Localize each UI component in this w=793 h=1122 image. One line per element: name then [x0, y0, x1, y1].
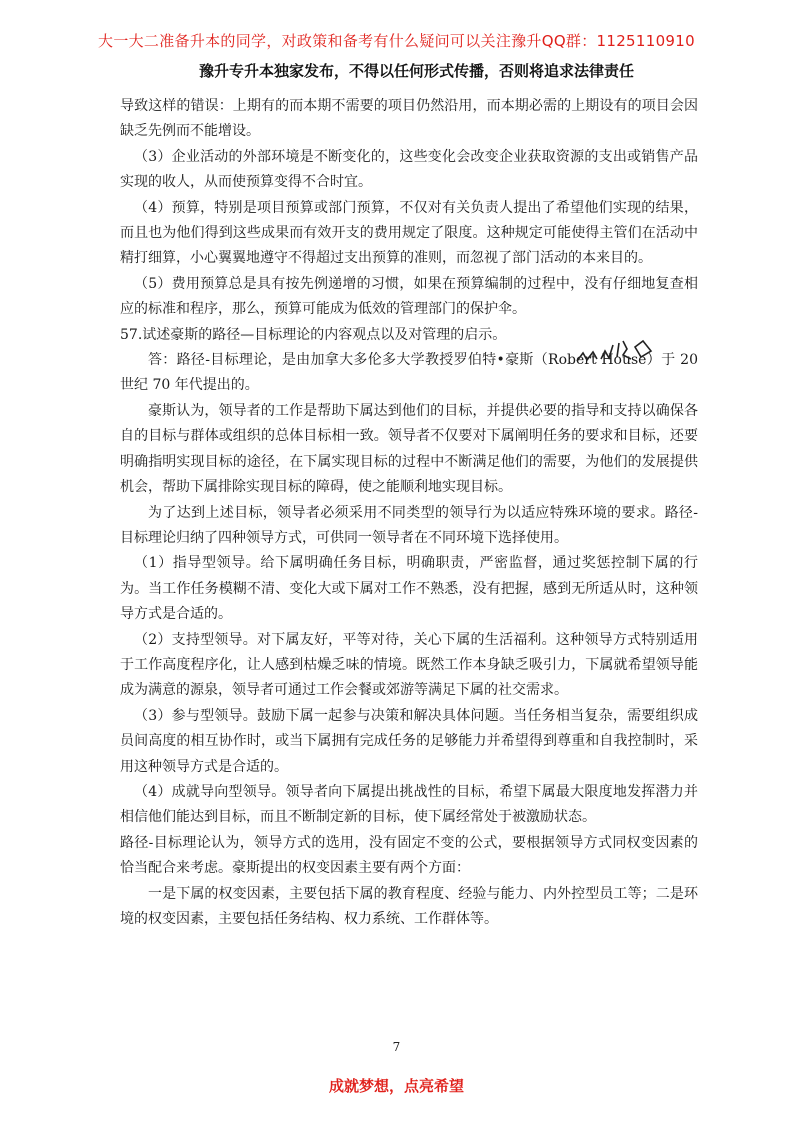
question-57: 57.试述豪斯的路径—目标理论的内容观点以及对管理的启示。 [120, 326, 507, 343]
header-copyright: 豫升专升本独家发布，不得以任何形式传播，否则将追求法律责任 [198, 62, 634, 80]
footer-slogan: 成就梦想，点亮希望 [328, 1077, 464, 1095]
paragraph-continuation: 导致这样的错误：上期有的而本期不需要的项目仍然沿用，而本期必需的上期设有的项目会因缺乏先例而不能增设。 [120, 98, 698, 140]
paragraph-participative: （3）参与型领导。鼓励下属一起参与决策和解决具体问题。当任务相当复杂，需要组织成员间高度的相互协作时，或当下属拥有完成任务的足够能力并希望得到尊重和自我控制时，采用这种领导方式是合适的。 [120, 707, 698, 775]
paragraph-house-view: 豪斯认为，领导者的工作是帮助下属达到他们的目标，并提供必要的指导和支持以确保各自的目标与群体或组织的总体目标相一致。领导者不仅要对下属阐明任务的要求和目标，还要明确指明实现目标的途径，在下属实现目标的过程中不断满足他们的需要，为他们的发展提供机会，帮助下属排除实现目标的障碍，使之能顺利地实现目标。 [120, 402, 698, 496]
paragraph-point-5: （5）费用预算总是具有按先例递增的习惯，如果在预算编制的过程中，没有仔细地复查相应的标准和程序，那么，预算可能成为低效的管理部门的保护伞。 [120, 275, 698, 318]
page-number: 7 [392, 1040, 401, 1054]
paragraph-four-styles: 为了达到上述目标，领导者必须采用不同类型的领导行为以适应特殊环境的要求。路径-目标理论归纳了四种领导方式，可供同一领导者在不同环境下选择使用。 [120, 504, 698, 546]
paragraph-contingency: 路径-目标理论认为，领导方式的选用，没有固定不变的公式，要根据领导方式同权变因素的恰当配合来考虑。豪斯提出的权变因素主要有两个方面： [120, 834, 698, 877]
paragraph-directive: （1）指导型领导。给下属明确任务目标，明确职责，严密监督，通过奖惩控制下属的行为。当工作任务模糊不清、变化大或下属对工作不熟悉，没有把握，感到无所适从时，这种领导方式是合适的。 [120, 555, 698, 623]
paragraph-factors: 一是下属的权变因素，主要包括下属的教育程度、经验与能力、内外控型员工等；二是环境的权变因素，主要包括任务结构、权力系统、工作群体等。 [120, 885, 698, 927]
handwritten-signature [575, 337, 655, 369]
answer-intro: 答：路径-目标理论，是由加拿大多伦多大学教授罗伯特•豪斯（Robert House）于 20 世纪 70 年代提出的。 [120, 352, 698, 394]
paragraph-point-4: （4）预算，特别是项目预算或部门预算，不仅对有关负责人提出了希望他们实现的结果，而且也为他们得到这些成果而有效开支的费用规定了限度。这种规定可能使得主管们在活动中精打细算，小心翼翼地遵守不得超过支出预算的准则，而忽视了部门活动的本来目的。 [120, 199, 698, 267]
paragraph-supportive: （2）支持型领导。对下属友好，平等对待，关心下属的生活福利。这种领导方式特别适用于工作高度程序化，让人感到枯燥乏味的情境。既然工作本身缺乏吸引力，下属就希望领导能成为满意的源泉，领导者可通过工作会餐或郊游等满足下属的社交需求。 [120, 631, 698, 699]
paragraph-achievement: （4）成就导向型领导。领导者向下属提出挑战性的目标，希望下属最大限度地发挥潜力并相信他们能达到目标，而且不断制定新的目标，使下属经常处于被激励状态。 [120, 783, 698, 826]
header-notice: 大一大二准备升本的同学，对政策和备考有什么疑问可以关注豫升QQ群：1125110910 [98, 32, 695, 50]
paragraph-point-3: （3）企业活动的外部环境是不断变化的，这些变化会改变企业获取资源的支出或销售产品实现的收人，从而使预算变得不合时宜。 [120, 148, 698, 191]
document-body [120, 94, 698, 932]
